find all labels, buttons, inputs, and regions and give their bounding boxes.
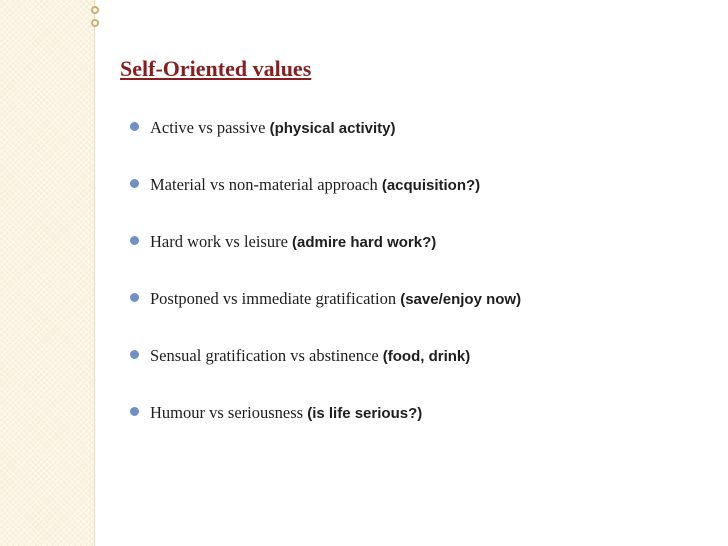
bullet-text: Humour vs seriousness	[150, 403, 308, 422]
bullet-item	[130, 118, 521, 175]
bullet-note: (save/enjoy now)	[400, 291, 522, 308]
slide-title: Self-Oriented values	[120, 56, 312, 81]
bullet-note: (physical activity)	[269, 120, 396, 137]
bullet-item	[130, 175, 521, 232]
bullet-icon	[130, 179, 139, 188]
bullet-item	[130, 289, 521, 346]
bullet-icon	[130, 293, 139, 302]
bullet-item	[130, 232, 521, 289]
bullet-note: (food, drink)	[382, 348, 471, 365]
ring-icon	[91, 6, 99, 14]
bullet-text: Postponed vs immediate gratification	[150, 289, 401, 308]
bullet-list	[130, 118, 521, 460]
bullet-text: Active vs passive	[150, 118, 270, 137]
decorative-side-band	[0, 0, 95, 546]
bullet-text: Hard work vs leisure	[150, 232, 293, 251]
bullet-text: Sensual gratification vs abstinence	[150, 346, 383, 365]
bullet-item	[130, 346, 521, 403]
ring-icon	[91, 19, 99, 27]
bullet-note: (is life serious?)	[307, 405, 423, 422]
bullet-note: (acquisition?)	[381, 177, 481, 194]
bullet-item	[130, 403, 521, 460]
bullet-icon	[130, 407, 139, 416]
bullet-icon	[130, 122, 139, 131]
bullet-text: Material vs non-material approach	[150, 175, 382, 194]
bullet-icon	[130, 350, 139, 359]
bullet-note: (admire hard work?)	[292, 234, 437, 251]
bullet-icon	[130, 236, 139, 245]
